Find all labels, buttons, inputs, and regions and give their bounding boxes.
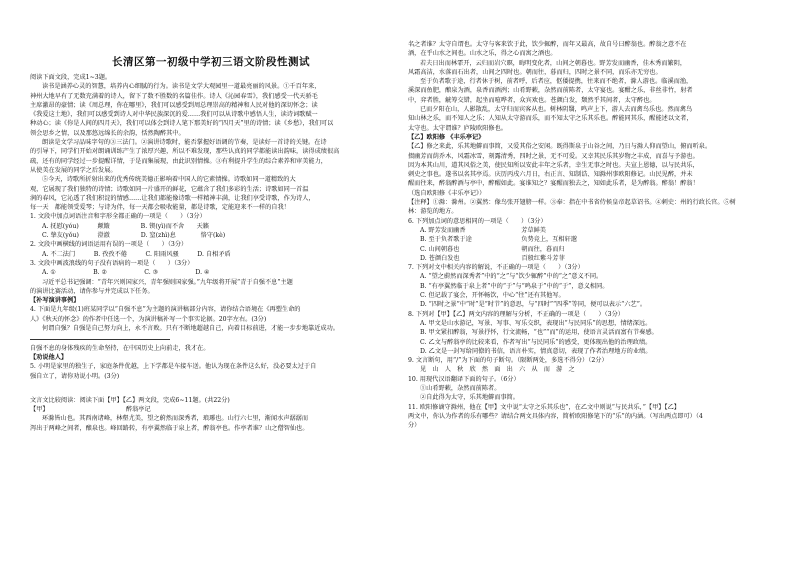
text-line: 泻出于两峰之间者，酿泉也。峰回路转，有亭翼然临于泉上者，醉翁亭也。作亭者谁？山之僧智仙也。 [30, 424, 309, 432]
text-line: 的演讲比赛活动，请你参与并完成以下任务。 [30, 287, 154, 295]
text-line: ⑤今天，诗歌所折射出来的优秀传统美德正影响着中国人的它素情操。诗歌如同一道精致的大 [42, 176, 296, 184]
text-line: 强自立了，请你劝说小明。(3分) [30, 372, 120, 380]
text-line: 环滁皆山也。其西南诸峰，林壑尤美，望之蔚然而深秀者，琅琊也。山行六七里，渐闻水声潺潺而 [42, 415, 309, 423]
right-column [408, 0, 778, 561]
text-line: 知山林之乐，而不知人之乐；人知从太守游而乐，而不知太守之乐其乐也。醉能同其乐，醒能述以文者， [408, 115, 693, 123]
text-line: D. 乙文是一封写给同僚的书信，语言朴实，情真意切，表现了作者治理地方的业绩。 [420, 347, 652, 355]
text-line: D. 苍颜白发也 百般红紫斗芳菲 [420, 254, 565, 262]
text-line: 朗读是文学习品味字句的③三法门。②演讲诗歌时，能否掌握好语调的节奏，是读好一首诗的关键。在诗 [42, 139, 327, 147]
text-line: B. 甲文紧扣醉翁，写景抒怀，行文流畅，“也”“而”的运用，使语言灵活而富有节奏感。 [420, 329, 658, 337]
text-line: 读书是涵养心灵的智慧，培养内心细腻的行为。读书是文学大观园里一道最亮丽的风景。①千百年来， [42, 83, 321, 91]
text-line: 10. 用现代汉语翻译下面的句子。（6分） [408, 375, 520, 383]
text-line: 分） [408, 422, 421, 430]
text-line: 自强不息的身体残疾的生命坚持，在中国历史上向前走，我才在。 [30, 344, 210, 352]
left-column [30, 0, 392, 561]
left-text-block [30, 73, 392, 433]
text-line: 【甲】 醉翁亭记 [30, 406, 151, 414]
text-line: 掇幽芳而荫乔木，风霜冰雪，刻露清秀，四时之景，无不可爱。又幸其民乐其岁物之丰成，而喜与予游也。 [408, 152, 699, 160]
text-line: 见 山 人 秋 欣 然 面 出 六 从 而 游 之 [420, 366, 575, 374]
text-line: 何谓自强？自强是自己努力向上，永不言败。只有不断地超越自己，向着目标前进，才能一步步地靠近成功。 [42, 325, 339, 333]
text-line: 7. 下列对文中相关内容的解说，不正确的一项是（ ）（3分） [408, 264, 584, 272]
text-line: ①山肴野蔌，杂然而前陈者。 [420, 384, 501, 392]
text-line: 至于负者歌于途，行者休于树，前者呼，后者应，伛偻提携，往来而不绝者，滁人游也。临溪而渔， [420, 78, 693, 86]
text-line: C. 但记载了宴会，开怀畅饮，中心“往”还有其他写。 [420, 292, 565, 300]
text-line: 溪深而鱼肥，酿泉为酒，泉香而酒洌；山肴野蔌，杂然而前陈者，太守宴也。宴酣之乐，非丝非竹，射者 [408, 87, 693, 95]
text-line: 中，弈者胜，觥筹交错，起坐而喧哗者，众宾欢也。苍颜白发，颓然乎其间者，太守醉也。 [408, 96, 656, 104]
text-line: 神州大地早有了无数充满着的诗人，留下了数不胜数的名篇佳作。诗人《沁园春雪》，我们感受一代天骄毛 [30, 92, 318, 100]
text-line: 【注释】①滁：滁州。②翼然：像鸟张开翅膀一样。③奉：指在中书省侍候皇帝起草诏书。④刺史：州的行政长官。⑤树 [408, 199, 736, 207]
text-line: 从使美在发展的同学之后发展。 [30, 166, 117, 174]
text-line: （选自欧阳修《丰乐亭记》） [408, 189, 486, 197]
text-line: A. 甲文是山水游记，写景、写事、写乐交织，表现出“与民同乐”的思想，情绪深远。 [420, 319, 652, 327]
text-line: A. 抚慰(yóu) 颠簸 B. 锲(yì)而不舍 天籁 [42, 222, 209, 230]
right-text-block [408, 40, 778, 430]
text-line: 主席激昂的豪情；读《周总理，你在哪里》，我们可以感受到周总理崇高的精神和人民对他的深切怀念；读 [30, 101, 318, 109]
answer-blank[interactable] [30, 333, 170, 340]
text-line: 《我爱这土地》，我们可以感受到诗人对中华民族深沉的爱……我们可以从诗歌中感悟人生，读诗词歌赋一 [30, 111, 318, 119]
text-line: 2. 文段中画横线的词语运用有误的一项是（ ）（3分） [30, 241, 188, 249]
text-line: 【乙】修之来此，乐其地僻而事简，又爱其俗之安闲。既得斯泉于山谷之间，乃日与滁人仰而望山，俯而听泉。 [408, 143, 712, 151]
text-line: 11. 欧阳修谪守滁州，他在【甲】文中说“太守之乐其乐也”，在乙文中则说“与民共乐，”【甲】【乙】 [408, 403, 680, 411]
text-line: 观，它展现了我们独特的诗情；诗歌如同一片盛开的鲜花，它蕴含了我们多彩的生活；诗歌如同一首温 [30, 185, 309, 193]
text-line: 6. 下列加点词的意思相同的一项是（ ）（3分） [408, 217, 547, 225]
text-line: A. 野芳发而幽香 芳草鲜美 [420, 226, 546, 234]
text-line: 已而夕阳在山，人影散乱，太守归而宾客从也。树林阴翳，鸣声上下，游人去而禽鸟乐也。然而禽鸟 [420, 106, 693, 114]
text-line: 疏，还有的同学经过一步提醒详情，于是而集展现，由此识别情操。③有利提升学生的综合素养和审美能力， [30, 157, 327, 165]
text-line [30, 333, 392, 343]
text-line: 名之者谁？太守自谓也。太守与客来饮于此，饮少辄醉，而年又最高，故自号曰醉翁也。醉翁之意不在 [408, 41, 687, 48]
text-line: A. 不二法门 B. 孜孜不倦 C. 阳雨风骚 D. 自相矛盾 [42, 250, 231, 258]
text-line: 【乙】欧阳修 《丰乐亭记》 [408, 133, 485, 141]
text-line: 【补写演讲事例】 [30, 297, 80, 305]
text-line: C. 山间朝暮也 朝而往，暮而归 [420, 245, 565, 253]
text-line: 领会思乡之情，以及那悠远绵长的余韵，恬然陶醉其中。 [30, 129, 185, 137]
text-line: 因为本其山川，道其风俗之美，使民知所以安此丰年之乐者，幸生无事之时也。夫宣上恩德，以与民共乐， [408, 161, 699, 169]
text-line: 1. 文段中加点词语注音和字形全都正确的一项是（ ）（3分） [30, 213, 206, 221]
text-line: 的引导下，同学们开始对朗诵训练产生了浓厚兴趣，所以不难发现，那些认真的同学都能读出韵味，读得成绩很高 [30, 148, 340, 156]
text-line: 润的春风，它沁透了我们积淀的情感……让我们都能像诗歌一样精神丰满，让我们享受诗歌，作为诗人， [30, 194, 315, 202]
text-line: 5. 小明是家里的独生子，家庭条件优越，上下学都是车接车送。他认为现在条件这么好，没必要太过于自 [30, 363, 317, 371]
text-line: B. “有亭翼然临于泉上者”中的“于”与“鸣泉于”中的“于”，意义相同。 [420, 282, 609, 290]
text-line: 醒而往来，醉翁醉酒与亭中，醉醒如此。宴谁知之？宴醒而独去之，知如此乐者，是为醉翁。醉翁！醉翁！ [408, 180, 699, 188]
text-line: C. 乙文与醉翁亭的比较来看，作者写出“与民同乐”的感受，更体现出他的治理政绩。 [420, 338, 652, 346]
text-line: 风霜高洁，水落而石出者，山间之四时也。朝而往，暮而归，四时之景不同，而乐亦无穷也。 [408, 68, 662, 76]
text-line: B. 至于负者歌于途 负势竞上，互相轩邈 [420, 236, 577, 244]
text-line: 太守也。太守谓谁？庐陵欧阳修也。 [408, 124, 507, 132]
text-line: 种动心；读《你是人间的四月天》，我们可以体会到诗人笔下那美好的“四月天”里的诗情；读《乡愁》，我们可以 [30, 120, 334, 128]
text-line: A. “望之蔚然而深秀者”中的“之”与“饮少辄醉”中的“之”意义不同。 [420, 273, 603, 281]
text-line: 每一天 都能领受爱琴；与诗为伴，每一天都会吸收能量，都是诗歌，定能迎来不一样的自我！ [30, 204, 290, 212]
text-line: 阅读下面文段，完成1~3题。 [30, 74, 112, 81]
text-line: C. 挚友(yǒu) 澄澈 D. 窒(zhì)息 恪守(kè) [42, 232, 226, 240]
text-line: D. “四时之景”中“时”是“时节”的意思，与“四时”“四季”等同，便可以表示“六艺”。 [420, 301, 647, 309]
text-line: 林：游览的地方。 [408, 208, 458, 216]
text-line: 两文中，你认为作者的乐有哪些？请结合两文具体内容，简析欧阳修笔下的“乐”的内涵。（写出两点即可）（4 [408, 412, 703, 420]
text-line: 3. 文段中画波浪线的句子没有语病的一项是（ ）（3分） [30, 259, 194, 267]
text-line: 文言文比较阅读：阅读下面【甲】【乙】两文段，完成6~11题。(共22分) [30, 396, 230, 404]
page-title: 长清区第一初级中学初三语文阶段性测试 [112, 56, 310, 68]
text-line: A. ① B. ② C. ③ D. ④ [42, 269, 210, 277]
text-line: 酒，在乎山水之间也。山水之乐，得之心而寓之酒也。 [408, 50, 557, 58]
text-line: 若夫日出而林霏开，云归而岩穴暝，晦明变化者，山间之朝暮也。野芳发而幽香，佳木秀而繁阴， [420, 59, 687, 67]
text-line: 4. 下面是九年级(1)班某同学以“自强不息”为主题的演讲稿部分内容，请你结合语境在《再塑生命的 [30, 306, 301, 314]
text-line: 人》《秋天的怀念》的作者中任选一个，为演讲稿补写一个事实论据。20字左右。(3分) [30, 315, 267, 323]
text-line: 8. 下列对【甲】【乙】两文内容的理解与分析，不正确的一项是（ ）（3分） [408, 310, 624, 318]
text-line: 刺史之事也。遂书以名其亭焉。庆历丙戌六月日，右正言、知制诰、知滁州事欧阳修记。山民见醉，并未 [408, 171, 693, 179]
text-line: 习近平总书记强调：“青年兴则国家兴，青年强则国家强。”九年级将开展“青于自强不息”主题 [42, 278, 293, 286]
text-line: 【劝说他人】 [30, 353, 68, 361]
text-line: 9. 文言断句，用“/”为下面的句子断句。（限断两处，多选不得分）（2分） [408, 357, 608, 365]
text-line: ②自此得为太守，乐其地僻而事简。 [420, 394, 519, 402]
